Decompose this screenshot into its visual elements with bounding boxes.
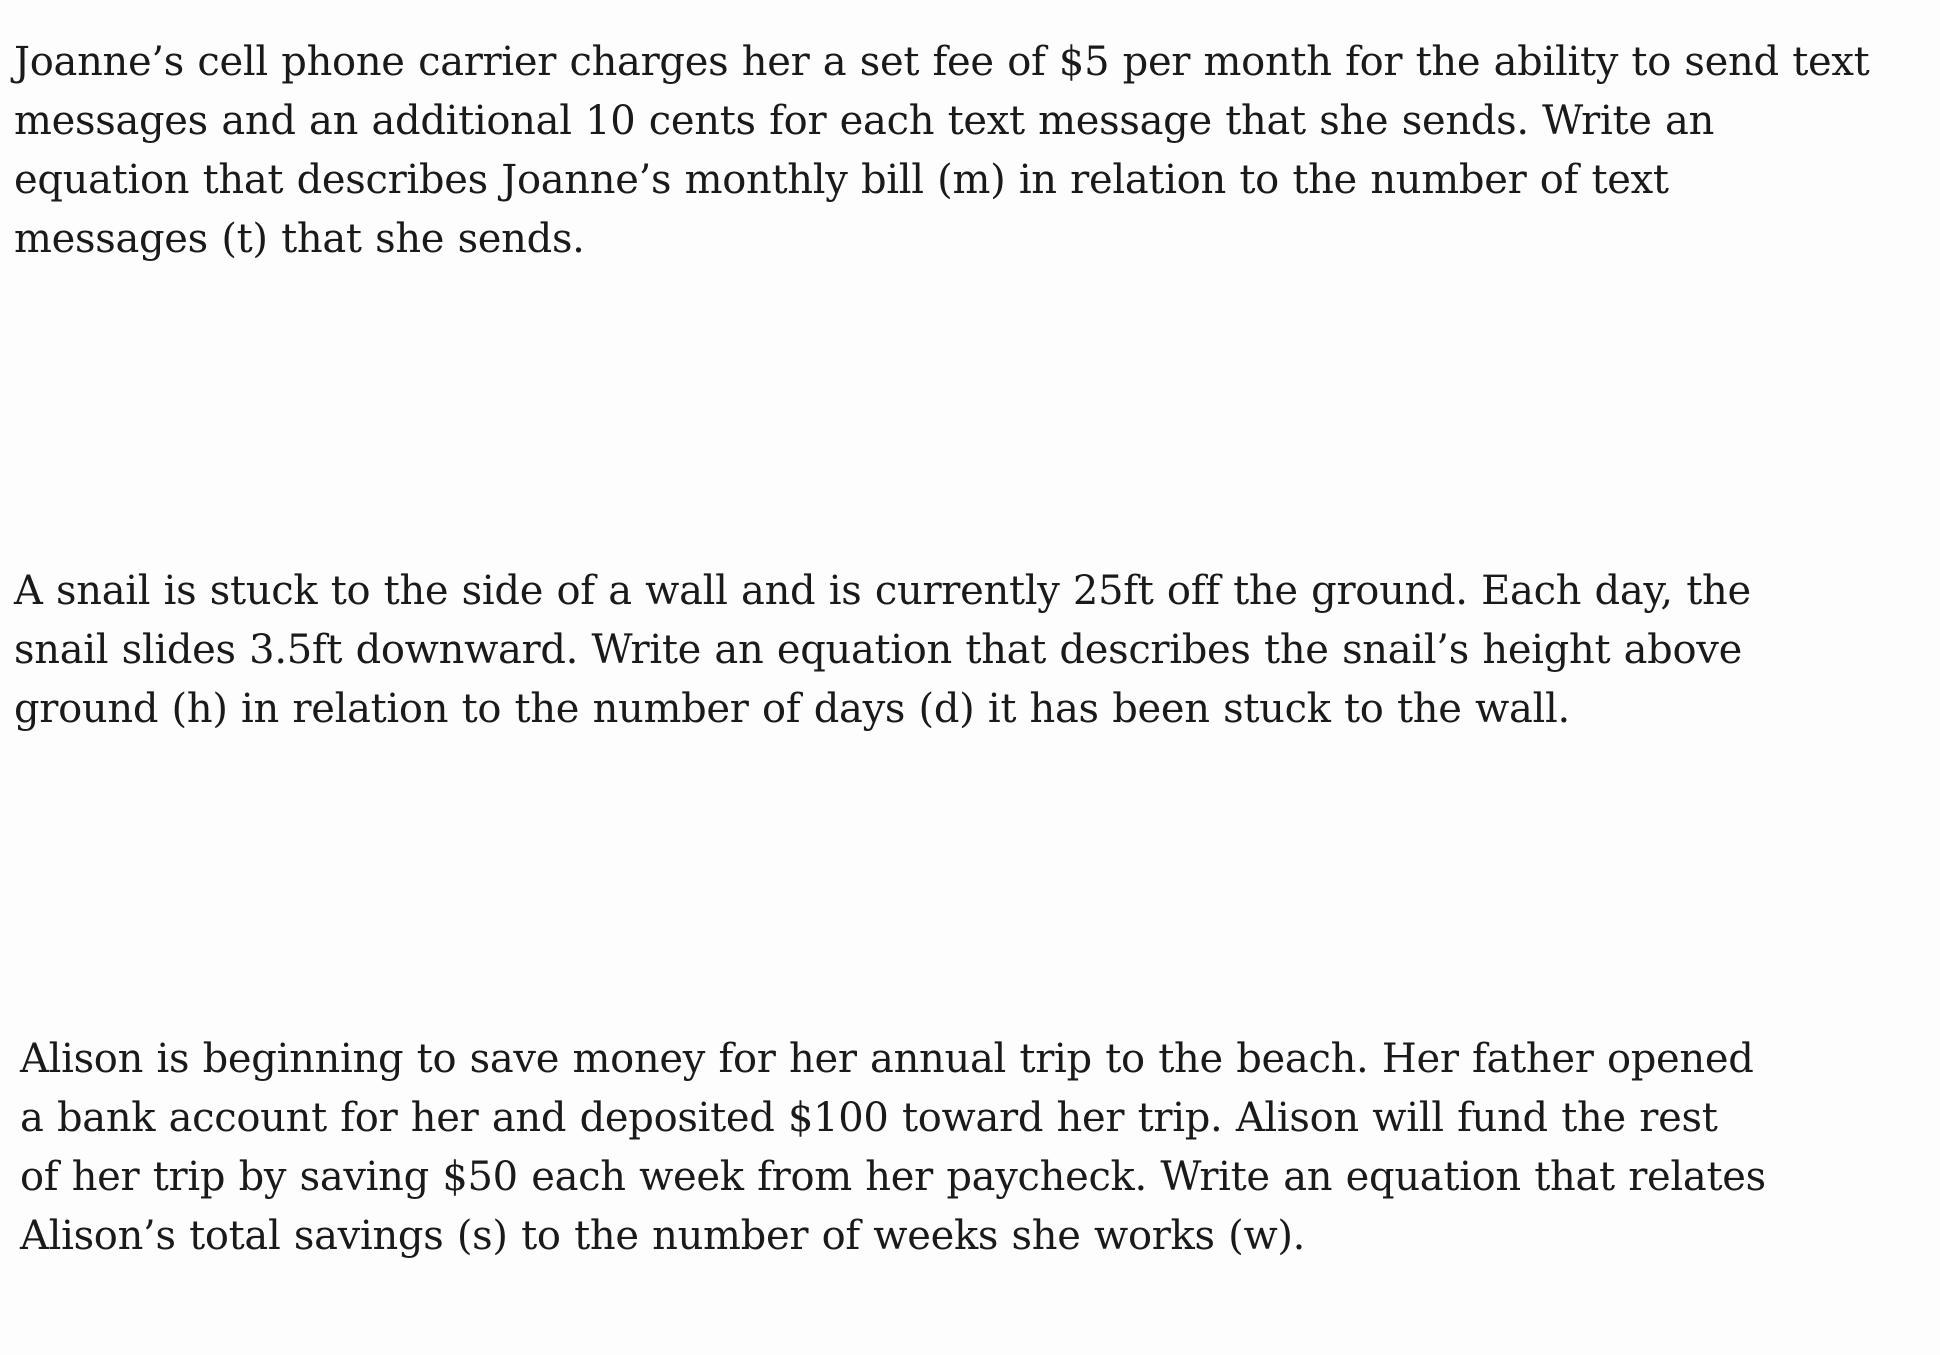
problem-text-line: messages and an additional 10 cents for each text message that she sends. Write an [14,98,1715,144]
problem-text-line: Alison is beginning to save money for her annual trip to the beach. Her father opened [20,1036,1754,1082]
problem-text-line: Joanne’s cell phone carrier charges her a set fee of $5 per month for the ability to send text [14,39,1870,85]
problem-text-line: ground (h) in relation to the number of days (d) it has been stuck to the wall. [14,686,1570,732]
problem-text-line: a bank account for her and deposited $100 toward her trip. Alison will fund the rest [20,1095,1718,1141]
problem-text-line: equation that describes Joanne’s monthly bill (m) in relation to the number of text [14,157,1669,203]
problem-text-line: of her trip by saving $50 each week from her paycheck. Write an equation that relates [20,1154,1766,1200]
problem-text-line: A snail is stuck to the side of a wall and is currently 25ft off the ground. Each day, the [14,568,1751,614]
problem-text-line: snail slides 3.5ft downward. Write an equation that describes the snail’s height above [14,627,1742,673]
problem-text-line: Alison’s total savings (s) to the number of weeks she works (w). [20,1213,1306,1259]
problem-text-line: messages (t) that she sends. [14,216,585,262]
